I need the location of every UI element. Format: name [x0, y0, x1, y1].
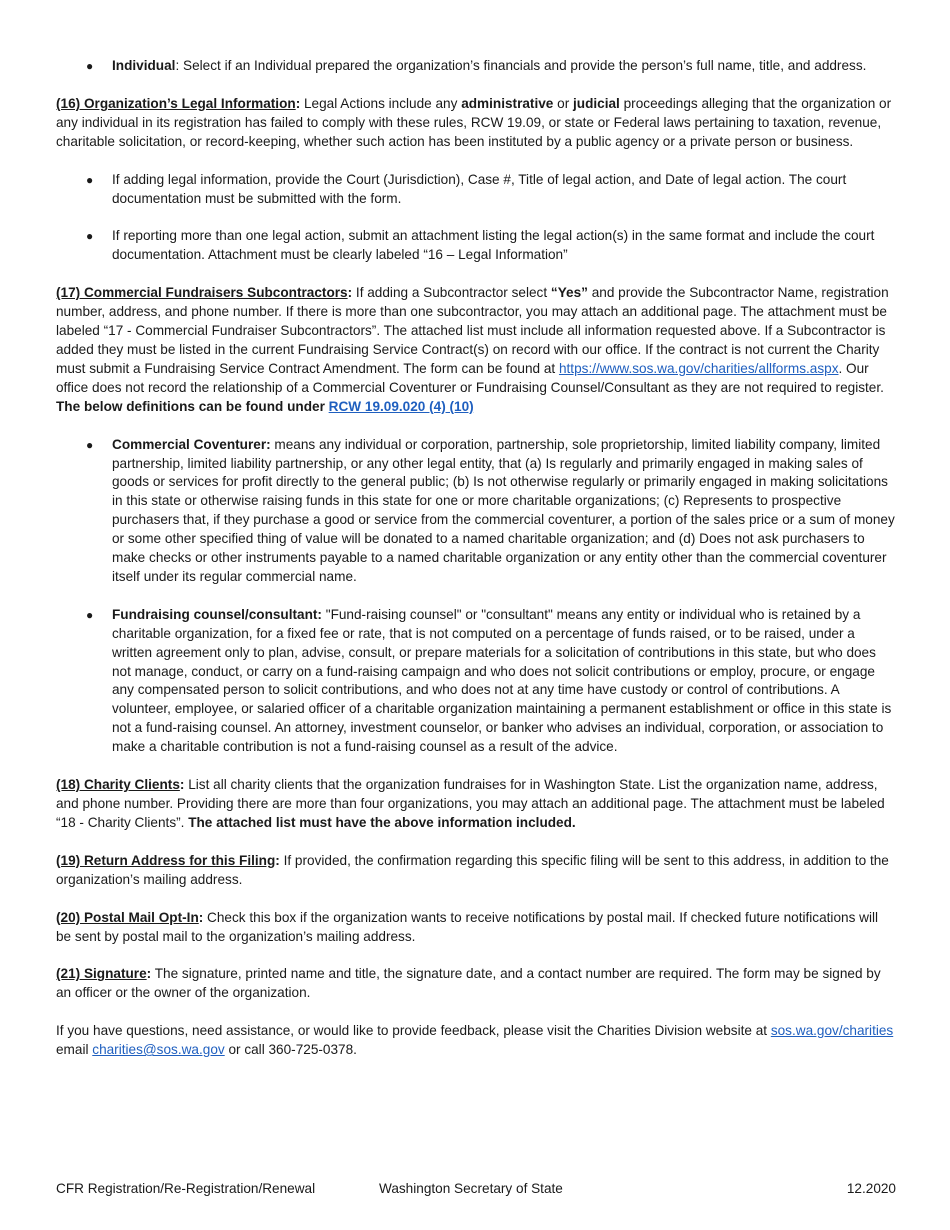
contact-paragraph: If you have questions, need assistance, or would like to provide feedback, please visit the Charities Division website at sos.wa.gov/charities email charities@sos.wa.gov or call 360-725-0378. — [56, 1023, 894, 1058]
page-footer — [56, 1180, 896, 1200]
section-19-paragraph: (19) Return Address for this Filing: If provided, the confirmation regarding this specific filing will be sent to this address, in addition to the organization’s mailing address. — [56, 852, 889, 887]
section-21-paragraph: (21) Signature: The signature, printed name and title, the signature date, and a contact number are required. The form may be signed by an officer or the owner of the organization. — [56, 966, 881, 1001]
section-16-paragraph: (16) Organization’s Legal Information: Legal Actions include any administrative or judicial proceedings alleging that the organization or any individual in its registration has failed to comply with these rules, RCW 19.09, or state or Federal laws pertaining to taxation, revenue, charitable solicitation, or record-keeping, whether such action has been instituted by a public agency or a private person or business. — [56, 95, 892, 149]
individual-text: : Select if an Individual prepared the organization’s financials and provide the person’s full name, title, and address. — [175, 58, 867, 73]
bullet-icon: ● — [86, 229, 94, 244]
list-item: ● Commercial Coventurer: means any individual or corporation, partnership, sole proprietorship, limited liability company, limited partnership, limited liability partnership, or any other legal entity, that (a) Is regularly and primarily engaged in making sales of goods or services for profit directly to the general public; (b) Is not otherwise regularly or primarily engaged in making solicitations in this state or otherwise raising funds in this state for one or more charitable organizations; (c) Represents to prospective purchasers that, if they purchase a good or service from the commercial coventurer, a portion of the sales price or a sum of money or some other specified thing of value will be donated to a named charitable organization; and (d) Does not ask purchasers to make checks or other instruments payable to a named charitable organization or any entity other than the commercial coventurer itself under its regular commercial name. — [86, 436, 895, 584]
bullet-icon: ● — [86, 437, 94, 452]
footer-form-name: CFR Registration/Re-Registration/Renewal — [56, 1181, 316, 1196]
section-16-heading: (16) Organization’s Legal Information — [56, 95, 296, 111]
section-17-heading: (17) Commercial Fundraisers Subcontractors — [56, 285, 348, 301]
bullet-icon: ● — [86, 59, 94, 73]
footer-version: 12.2020 — [846, 1181, 896, 1196]
bullet-icon: ● — [86, 172, 94, 187]
section-16-bullets — [56, 171, 896, 266]
section-20-heading: (20) Postal Mail Opt-In — [56, 909, 199, 925]
list-item: ● If adding legal information, provide the Court (Jurisdiction), Case #, Title of legal action, and Date of legal action. The court documentation must be submitted with the form. — [86, 171, 847, 206]
section-20-paragraph: (20) Postal Mail Opt-In: Check this box if the organization wants to receive notifications by postal mail. If checked future notifications will be sent by postal mail to the organization’s mailing address. — [56, 909, 879, 944]
list-item: ● Fundraising counsel/consultant: "Fund-raising counsel" or "consultant" means any entity or individual who is retained by a charitable organization, for a fixed fee or rate, that is not computed on a percentage of funds raised, or to be raised, under a written agreement only to plan, advise, consult, or prepare materials for a solicitation of contributions in this state, but who does not manage, conduct, or carry on a fund-raising campaign and who does not solicit contributions or employ, procure, or engage any compensated person to solicit contributions, and who does not at any time have custody or control of contributions. A volunteer, employee, or salaried officer of a charitable organization maintaining a permanent establishment or office in this state is not a fund-raising counsel. An attorney, investment counselor, or banker who advises an individual, corporation, or association to make a charitable contribution is not a fund-raising counsel as a result of the advice. — [86, 606, 892, 755]
allforms-link[interactable]: https://www.sos.wa.gov/charities/allforms.aspx — [558, 360, 839, 376]
coventurer-label: Commercial Coventurer: — [112, 436, 271, 452]
list-item — [56, 57, 896, 76]
charities-website-link[interactable]: sos.wa.gov/charities — [770, 1023, 894, 1039]
charities-email-link[interactable]: charities@sos.wa.gov — [92, 1042, 225, 1058]
section-17-paragraph: (17) Commercial Fundraisers Subcontractors: If adding a Subcontractor select “Yes” and provide the Subcontractor Name, registration number, address, and phone number. If there is more than one subcontractor, you may attach an additional page. The attachment must be labeled “17 - Commercial Fundraiser Subcontractors”. The attached list must include all information requested above. If a Subcontractor is added they must be listed in the current Fundraising Service Contract(s) on record with our office. If the contract is not current the Charity must submit a Fundraising Service Contract Amendment. The form can be found at https://www.sos.wa.gov/charities/allforms.aspx. Our office does not record the relationship of a Commercial Coventurer or Fundraising Counsel/Consultant as they are not required to register. The below definitions can be found under RCW 19.09.020 (4) (10) — [56, 285, 889, 414]
document-body — [56, 57, 896, 1060]
list-item: ● If reporting more than one legal action, submit an attachment listing the legal action(s) in the same format and include the court documentation. Attachment must be clearly labeled “16 – Legal Information” — [86, 228, 875, 263]
section-17-bullets — [56, 436, 896, 758]
rcw-link[interactable]: RCW 19.09.020 (4) (10) — [328, 398, 474, 414]
footer-agency: Washington Secretary of State — [379, 1181, 563, 1196]
counsel-label: Fundraising counsel/consultant: — [112, 606, 322, 622]
section-19-heading: (19) Return Address for this Filing — [56, 852, 276, 868]
section-18-heading: (18) Charity Clients — [56, 777, 180, 793]
individual-label: Individual — [112, 58, 176, 73]
section-18-paragraph: (18) Charity Clients: List all charity clients that the organization fundraises for in Washington State. List the organization name, address, and phone number. Providing there are more than four organizations, you may attach an additional page. The attachment must be labeled “18 - Charity Clients”. The attached list must have the above information included. — [56, 777, 885, 830]
section-21-heading: (21) Signature — [56, 966, 147, 982]
bullet-icon: ● — [86, 607, 94, 622]
individual-bullet-list — [56, 57, 896, 76]
